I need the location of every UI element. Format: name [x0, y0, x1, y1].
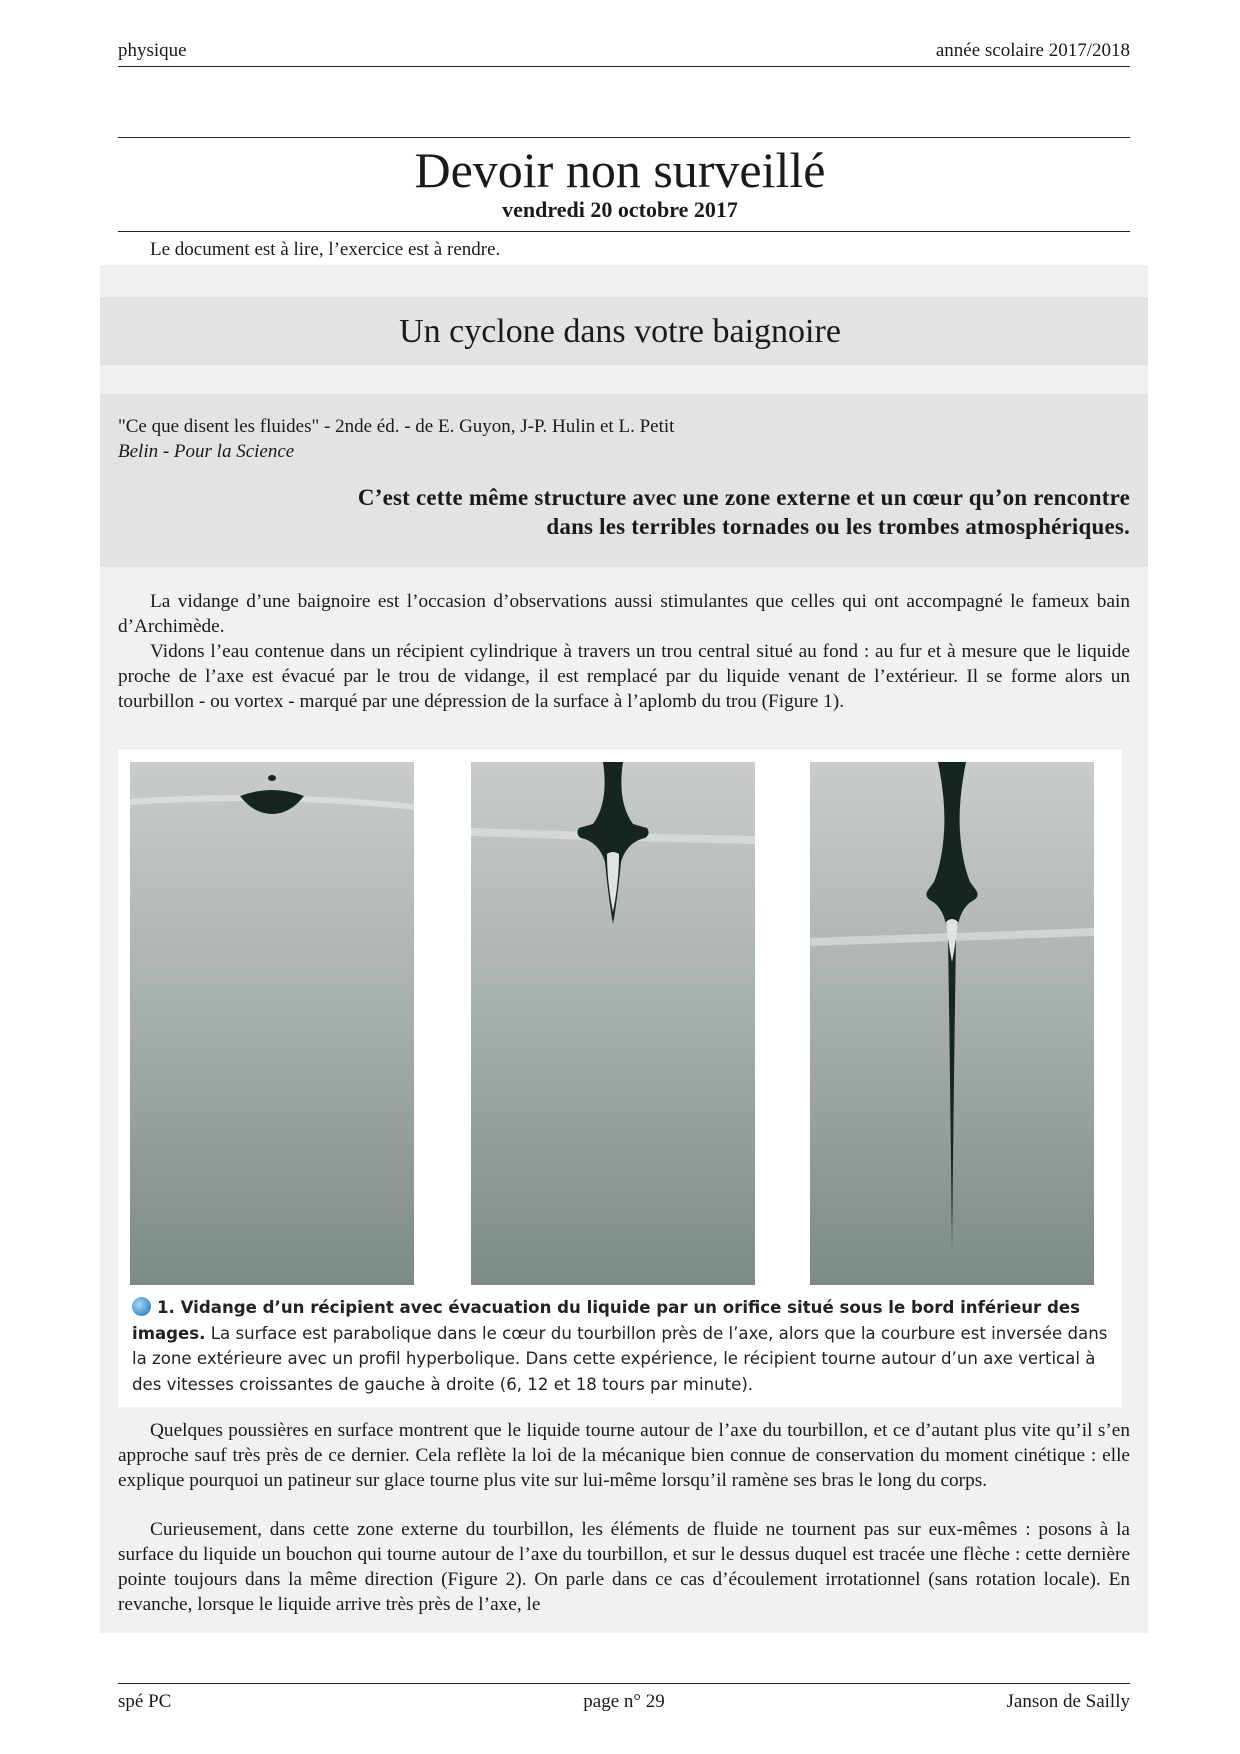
- page-title: Devoir non surveillé: [414, 142, 826, 198]
- document-subtitle: Un cyclone dans votre baignoire: [399, 313, 841, 350]
- figure-caption: [132, 1295, 1112, 1397]
- header-school-year: année scolaire 2017/2018: [935, 40, 1130, 61]
- footer-page-number: page n° 29: [583, 1691, 665, 1712]
- caption-bullet-icon: [132, 1297, 151, 1316]
- page-header: [118, 40, 1130, 62]
- footer-school: Janson de Sailly: [1006, 1691, 1130, 1712]
- assignment-date: vendredi 20 octobre 2017: [502, 197, 738, 222]
- figure-1: [118, 750, 1122, 1407]
- header-subject: physique: [118, 40, 187, 61]
- instructions-note: Le document est à lire, l’exercice est à rendre.: [150, 239, 501, 260]
- footer-rule: [118, 1683, 1130, 1684]
- vortex-photo-18rpm: [810, 762, 1094, 1285]
- title-top-rule: [118, 137, 1130, 138]
- title-bottom-rule: [118, 231, 1130, 232]
- paragraph-2: Vidons l’eau contenue dans un récipient cylindrique à travers un trou central situé au fond : au fur et à mesure que le liquide proche de l’axe est évacué par le trou de vidange, il est remplacé par du liquide venant de l’extérieur. Il se forme alors un tourbillon - ou vortex - marqué par une dépression de la surface à l’aplomb du trou (Figure 1).: [118, 641, 1130, 712]
- paragraph-1: La vidange d’une baignoire est l’occasion d’observations aussi stimulantes que celles qui ont accompagné le fameux bain d’Archimède.: [118, 591, 1130, 637]
- page-footer: [118, 1691, 1130, 1713]
- quote-line-2: dans les terribles tornades ou les trombes atmosphériques.: [546, 514, 1130, 539]
- epigraph-quote: [150, 483, 1130, 541]
- header-rule: [118, 66, 1130, 67]
- vortex-photo-12rpm: [471, 762, 755, 1285]
- source-reference: "Ce que disent les fluides" - 2nde éd. - de E. Guyon, J-P. Hulin et L. Petit: [118, 416, 675, 437]
- paragraph-3: Quelques poussières en surface montrent que le liquide tourne autour de l’axe du tourbillon, et ce d’autant plus vite qu’il s’en approche sauf très près de ce dernier. Cela reflète la loi de la mécanique bien connue de conservation du moment cinétique : elle explique pourquoi un patineur sur glace tourne plus vite sur lui-même lorsqu’il ramène ses bras le long du corps.: [118, 1420, 1130, 1491]
- quote-line-1: C’est cette même structure avec une zone externe et un cœur qu’on rencontre: [357, 485, 1130, 510]
- vortex-photo-6rpm: [130, 762, 414, 1285]
- footer-class: spé PC: [118, 1691, 172, 1712]
- paragraph-4: Curieusement, dans cette zone externe du tourbillon, les éléments de fluide ne tournent pas sur eux-mêmes : posons à la surface du liquide un bouchon qui tourne autour de l’axe du tourbillon, et sur le dessus duquel est tracée une flèche : cette dernière pointe toujours dans la même direction (Figure 2). On parle dans ce cas d’écoulement irrotationnel (sans rotation locale). En revanche, lorsque le liquide arrive très près de l’axe, le: [118, 1519, 1130, 1615]
- source-publisher: Belin - Pour la Science: [118, 441, 295, 462]
- caption-body: La surface est parabolique dans le cœur du tourbillon près de l’axe, alors que la courbure est inversée dans la zone extérieure avec un profil hyperbolique. Dans cette expérience, le récipient tourne autour d’un axe vertical à des vitesses croissantes de gauche à droite (6, 12 et 18 tours par minute).: [132, 1323, 1108, 1394]
- caption-title: 1. Vidange d’un récipient avec évacuation du liquide par un orifice situé sous le bord inférieur des images.: [132, 1298, 1080, 1343]
